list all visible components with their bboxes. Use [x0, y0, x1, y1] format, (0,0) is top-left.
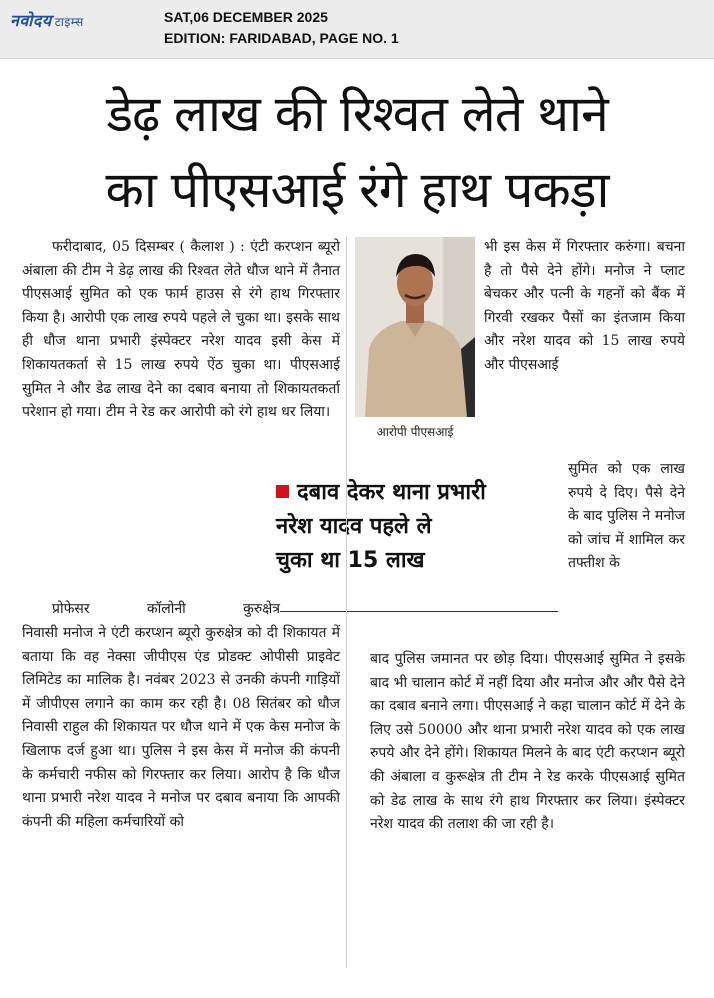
article-paragraph: भी इस केस में गिरफ्तार करुंगा। बचना है तो पैसे देने होंगे। मनोज ने प्लाट बेचकर और पत्नी के गहनों को बैंक में गिरवी रखकर पैसों का इंतजाम किया और नरेश यादव को 15 लाख रुपये और पीएसआई: [484, 239, 685, 373]
pull-quote-line-2: नरेश यादव पहले ले: [276, 514, 432, 539]
pull-quote: [276, 476, 566, 578]
headline-line-1: डेढ़ लाख की रिश्वत लेते थाने: [106, 85, 608, 143]
article-column-left-top: [22, 236, 340, 425]
newspaper-logo: [10, 9, 84, 31]
column-divider: [346, 236, 347, 968]
accused-photo: [355, 237, 475, 417]
article-column-left-bottom: [22, 622, 340, 834]
pull-quote-divider: [280, 611, 558, 612]
photo-figure: [351, 233, 479, 447]
edition-info: [164, 7, 399, 49]
article-paragraph: निवासी मनोज ने एंटी करप्शन ब्यूरो कुरुक्षेत्र को दी शिकायत में बताया कि वह नेक्सा जीपीएस एंड प्रोडक्ट ओपीसी प्राइवेट लिमिटेड का मालिक है। नवंबर 2023 से उनकी कंपनी गाड़ियों में जीपीएस लगाने का काम कर रही है। 08 सितंबर को धौज निवासी राहुल की शिकायत पर धौज थाने में एक केस मनोज के खिलाफ दर्ज हुआ था। पुलिस ने इस केस में मनोज की कंपनी के कर्मचारी नफीस को गिरफ्तार कर लिया। आरोप है कि धौज थाना प्रभारी नरेश यादव ने मनोज पर दबाव बनाया कि आपकी कंपनी की महिला कर्मचारियों को: [22, 625, 340, 830]
pull-quote-line-3: चुका था 15 लाख: [276, 548, 425, 573]
logo-tail: टाइम्स: [54, 15, 84, 29]
article-paragraph: प्रोफेसर कॉलोनी कुरुक्षेत्र: [52, 601, 280, 617]
red-square-bullet-icon: [276, 485, 289, 498]
photo-caption: आरोपी पीएसआई: [376, 425, 454, 439]
article-column-left-p2-start: [22, 598, 280, 622]
edition-label: EDITION: FARIDABAD, PAGE NO. 1: [164, 30, 399, 46]
article-column-right-bottom: [370, 648, 685, 837]
headline: [0, 76, 714, 228]
issue-date: SAT,06 DECEMBER 2025: [164, 9, 328, 25]
headline-line-2: का पीएसआई रंगे हाथ पकड़ा: [105, 161, 609, 219]
article-paragraph: सुमित को एक लाख रुपये दे दिए। पैसे देने के बाद पुलिस ने मनोज को जांच में शामिल कर तफ्तीश के: [568, 461, 685, 572]
article-column-right-top: [484, 236, 685, 378]
pull-quote-line-1: दबाव देकर थाना प्रभारी: [297, 480, 486, 505]
logo-main: नवोदय: [10, 11, 52, 30]
article-column-right-mid: [568, 458, 685, 576]
person-photo-icon: [355, 237, 475, 417]
masthead: [0, 0, 714, 59]
article-paragraph: फरीदाबाद, 05 दिसम्बर ( कैलाश ) : एंटी करप्शन ब्यूरो अंबाला की टीम ने डेढ़ लाख की रिश्वत लेते धौज थाने में तैनात पीएसआई सुमित को एक फार्म हाउस से रंगे हाथ गिरफ्तार किया है। आरोपी एक लाख रुपये पहले ले चुका था। इसके साथ ही धौज थाना प्रभारी इंस्पेक्टर नरेश यादव इसी केस में शिकायतकर्ता से 15 लाख रुपये ऐंठ चुका था। पीएसआई सुमित ने और डेढ लाख देने का दबाव बनाया तो शिकायतकर्ता परेशान हो गया। टीम ने रेड कर आरोपी को रंगे हाथ धर लिया।: [22, 239, 340, 421]
article-paragraph: बाद पुलिस जमानत पर छोड़ दिया। पीएसआई सुमित ने इसके बाद भी चालान कोर्ट में नहीं दिया और मनोज और और पैसे देने का दबाव बनाने लगा। पीएसआई ने कहा चालान कोर्ट में देने के लिए उसे 50000 और थाना प्रभारी नरेश यादव को एक लाख रुपये और देने होंगे। शिकायत मिलने के बाद एंटी करप्शन ब्यूरो की अंबाला व कुरूक्षेत्र ती टीम ने रेड करके पीएसआई सुमित को डेढ लाख के साथ रंगे हाथ गिरफ्तार कर लिया। इंस्पेक्टर नरेश यादव की तलाश की जा रही है।: [370, 651, 685, 833]
